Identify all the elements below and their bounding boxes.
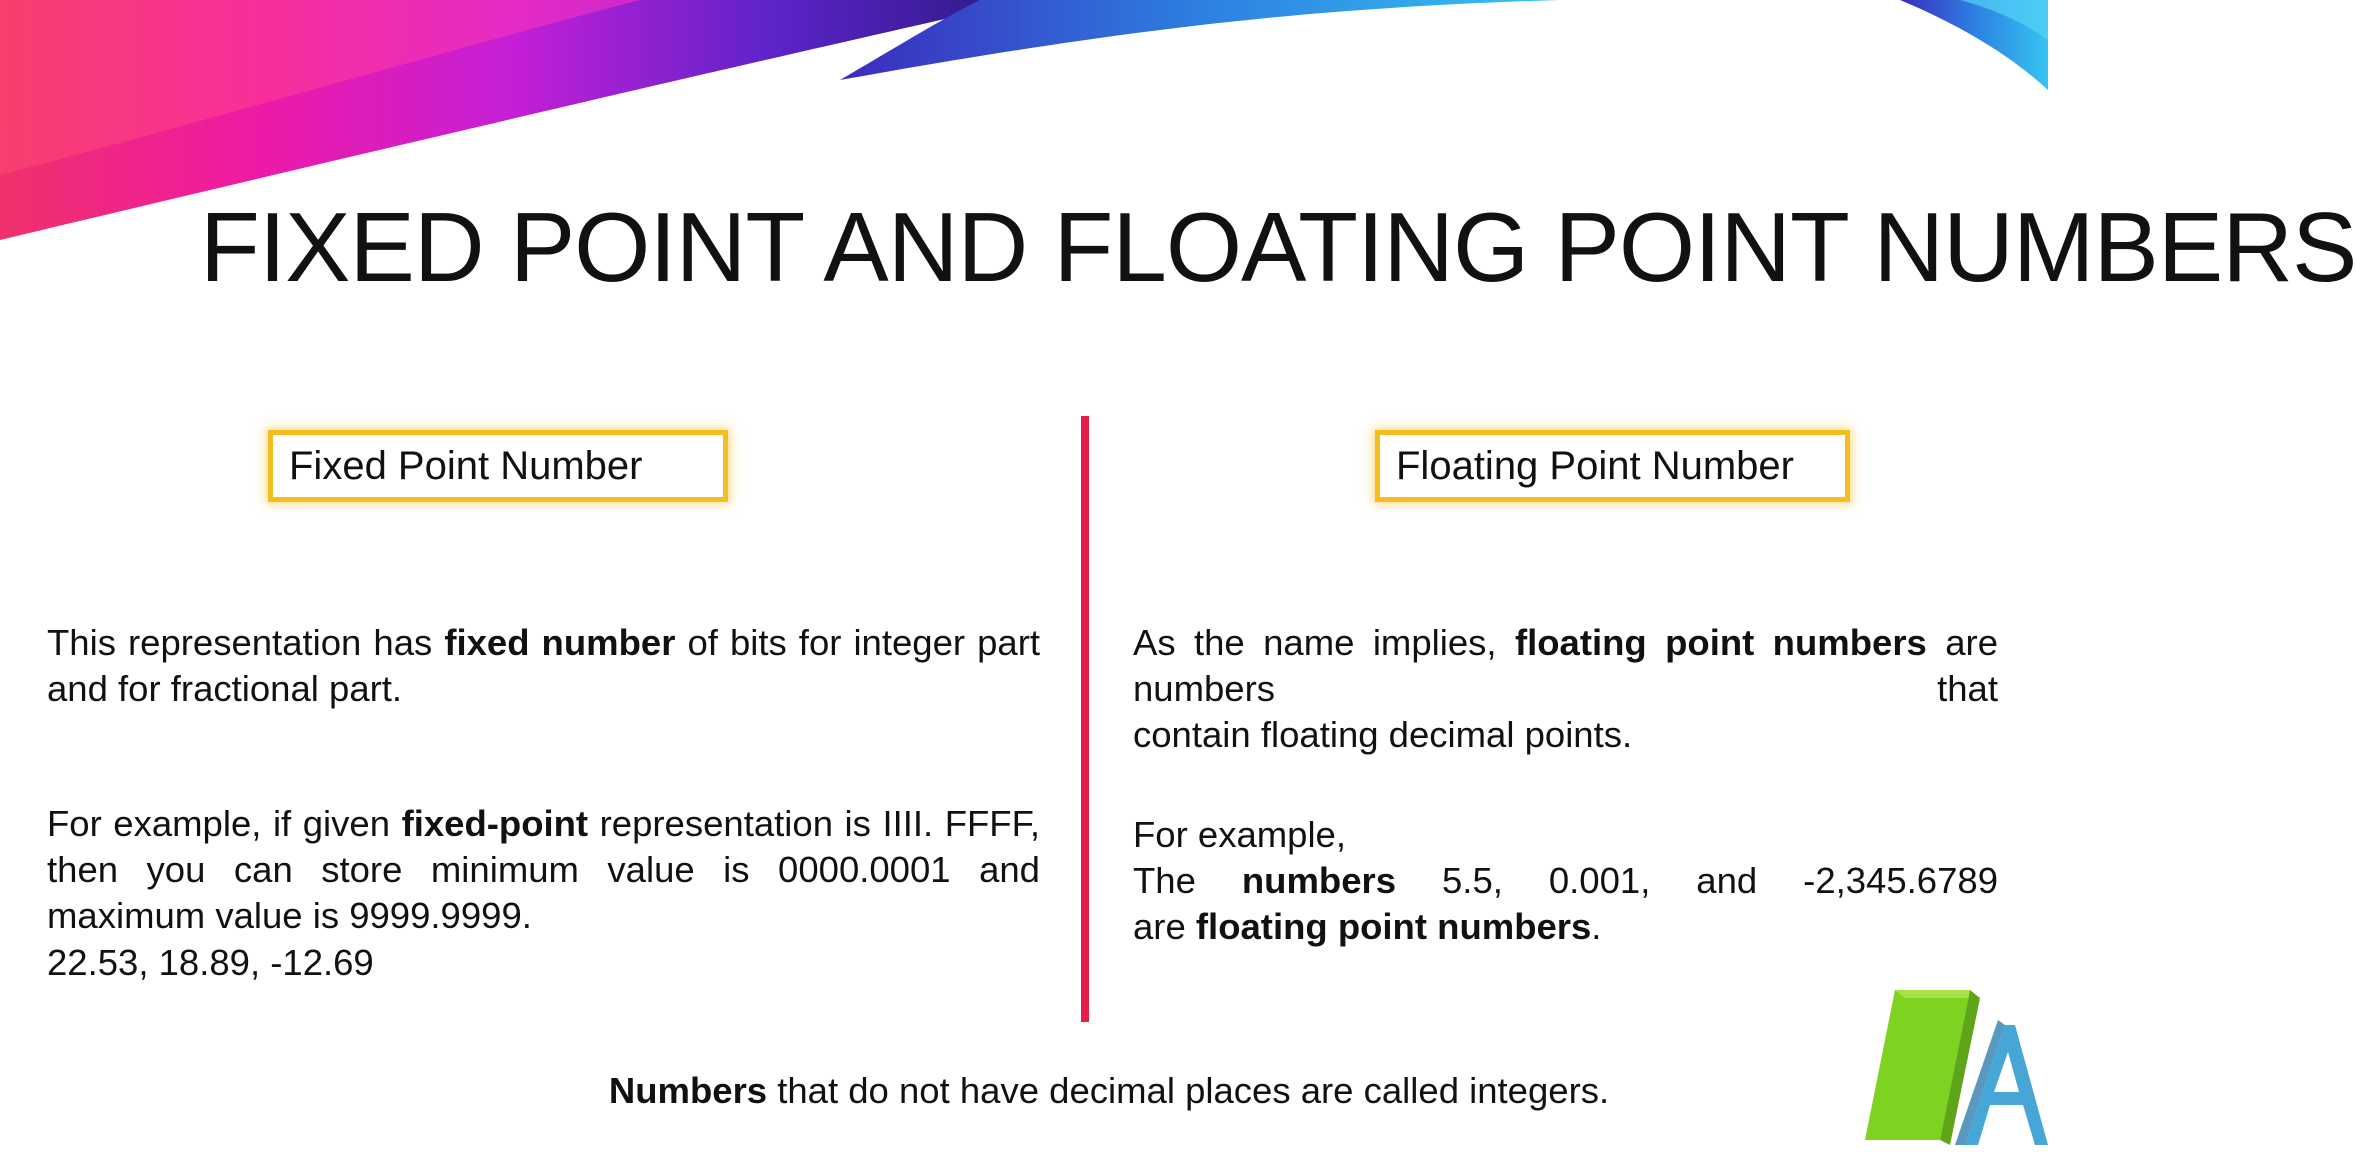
footer-note: Numbers that do not have decimal places are called integers. [608,1070,1610,1111]
slide-title: FIXED POINT AND FLOATING POINT NUMBERS [200,192,2356,302]
fixed-point-example: For example, if given fixed-point representation is IIII. FFFF, then you can store minimum value is 0000.0001 and maximum value is 9999.9999. [47,803,1040,936]
bold-fixed-number: fixed number [444,622,676,663]
floating-point-example-conclusion: are floating point numbers. [1133,906,1602,947]
bold-numbers-footer: Numbers [608,1070,768,1111]
fixed-point-label: Fixed Point Number [289,444,643,488]
bold-floating-point-numbers-2: floating point numbers [1195,906,1592,947]
floating-point-example-values: The numbers 5.5, 0.001, and -2,345.6789 [1133,860,1998,901]
floating-point-example-intro: For example, [1133,814,1346,855]
column-divider [1081,416,1089,1022]
brand-logo-icon [1855,980,2048,1152]
fixed-point-definition: This representation has fixed number of bits for integer part and for fractional part. [47,622,1040,709]
floating-point-definition-cont: contain floating decimal points. [1133,714,1633,755]
floating-point-label: Floating Point Number [1396,444,1794,488]
bold-floating-point-numbers: floating point numbers [1514,622,1927,663]
fixed-point-label-box [268,430,728,502]
fixed-point-values: 22.53, 18.89, -12.69 [47,942,374,983]
floating-point-label-box [1375,430,1850,502]
bold-numbers: numbers [1241,860,1397,901]
floating-point-definition: As the name implies, floating point numbers are numbers that [1133,622,1998,709]
bold-fixed-point: fixed-point [401,803,589,844]
